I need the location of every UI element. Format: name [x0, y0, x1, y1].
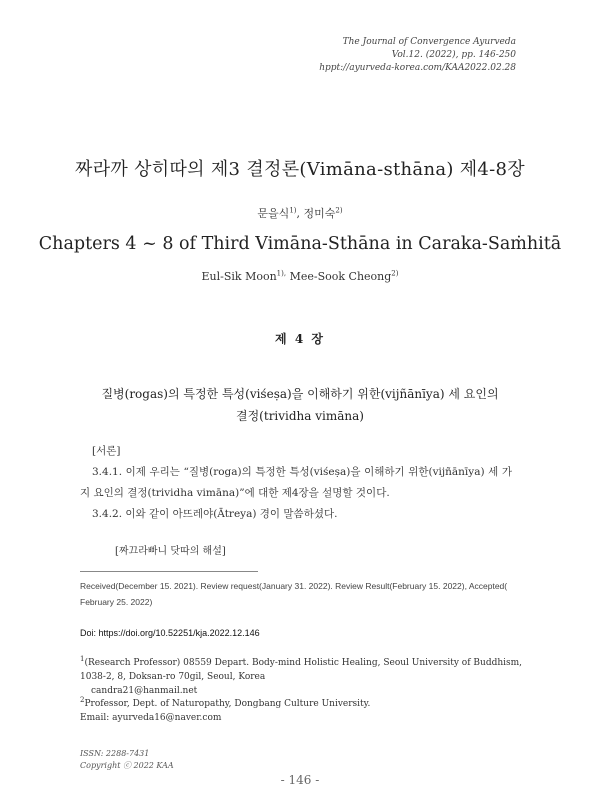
- received-dates: Received(December 15. 2021). Review request(January 31. 2022). Review Result(February 15. 2022), Accepted( February 25. 2022): [80, 581, 508, 607]
- authors-korean: [0, 205, 600, 221]
- intro-label: [서론]: [92, 445, 121, 457]
- copyright: Copyright ⓒ 2022 KAA: [80, 761, 174, 770]
- footnote-2-line-1: Professor, Dept. of Naturopathy, Dongbang Culture University.: [84, 699, 371, 709]
- footnote-2-mark: 2: [80, 696, 85, 704]
- footnote-2-email: Email: ayurveda16@naver.com: [80, 713, 222, 723]
- author-2-english-mark: 2): [391, 269, 399, 278]
- paragraph-3-4-1: 3.4.1. 이제 우리는 “질병(roga)의 특정한 특성(viśeṣa)을 이해하기 위한(vijñānīya) 세 가지 요인의 결정(trividha vimāna)”에 대한 제4장을 설명할 것이다.: [80, 466, 512, 499]
- section-title-line-1: 질병(rogas)의 특정한 특성(viśeṣa)을 이해하기 위한(vijñānīya) 세 요인의: [101, 387, 499, 401]
- page-number: - 146 -: [280, 773, 320, 787]
- footnote-1-line-2: 1038-2, 8, Doksan-ro 70gil, Seoul, Korea: [80, 672, 266, 682]
- journal-volume: Vol.12. (2022), pp. 146-250: [391, 50, 516, 60]
- paragraph-3-4-2: 3.4.2. 이와 같이 아뜨레야(Ātreya) 경이 말씀하셨다.: [92, 508, 338, 520]
- footnote-1-mark: 1: [80, 655, 85, 663]
- authors-english: [0, 270, 600, 283]
- footnote-1: [80, 655, 523, 698]
- paper-title-korean: 짜라까 상히따의 제3 결정론(Vimāna-sthāna) 제4-8장: [75, 159, 525, 180]
- footnote-1-email: candra21@hanmail.net: [91, 686, 198, 696]
- footer-info: [80, 748, 174, 772]
- author-2-korean: 정미숙: [303, 207, 336, 220]
- author-1-korean: 문을식: [257, 207, 290, 220]
- footnote-2: [80, 697, 520, 725]
- paper-title-english: Chapters 4 ~ 8 of Third Vimāna-Sthāna in Caraka-Saṁhitā: [38, 234, 562, 254]
- author-1-english-mark: 1),: [276, 269, 287, 278]
- author-1-mark: 1): [289, 206, 297, 215]
- journal-url: hppt://ayurveda-korea.com/KAA2022.02.28: [319, 63, 516, 73]
- footnote-divider: [80, 571, 258, 572]
- chapter-heading: 제 4 장: [275, 332, 325, 346]
- issn: ISSN: 2288-7431: [80, 749, 150, 758]
- author-separator: ,: [296, 207, 304, 220]
- section-title-line-2: 결정(trividha vimāna): [236, 409, 364, 423]
- journal-name: The Journal of Convergence Ayurveda: [342, 37, 516, 47]
- author-2-english: Mee-Sook Cheong: [289, 270, 392, 283]
- doi-link[interactable]: Doi: https://doi.org/10.52251/kja.2022.12.146: [80, 628, 260, 638]
- author-1-english: Eul-Sik Moon: [201, 270, 277, 283]
- journal-header: [216, 36, 516, 75]
- commentary-subheading: [짜끄라빠니 닷따의 해설]: [115, 546, 226, 557]
- author-2-mark: 2): [335, 206, 343, 215]
- section-title: [80, 383, 520, 427]
- footnote-1-line-1: (Research Professor) 08559 Depart. Body-mind Holistic Healing, Seoul University of Buddhism,: [84, 658, 523, 668]
